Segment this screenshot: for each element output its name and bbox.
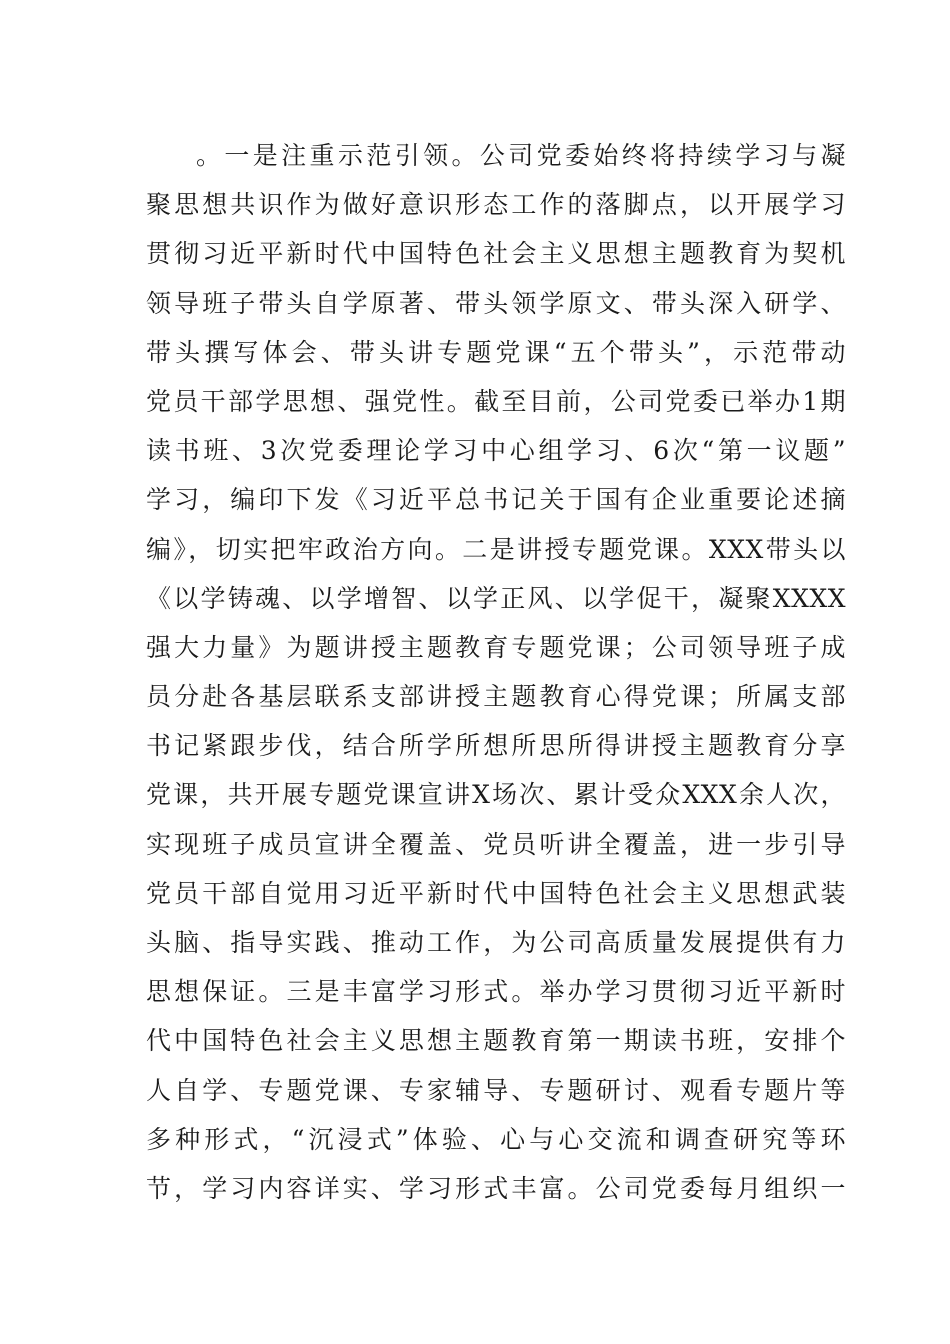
paragraph-line: 领导班子带头自学原著、带头领学原文、带头深入研学、 [146, 288, 846, 318]
paragraph-line: 带头撰写体会、带头讲专题党课“五个带头”，示范带动 [146, 337, 846, 367]
paragraph-line: 头脑、指导实践、推动工作，为公司高质量发展提供有力 [146, 928, 846, 957]
paragraph-line: 学习，编印下发《习近平总书记关于国有企业重要论述摘 [146, 485, 846, 515]
paragraph-line: 实现班子成员宣讲全覆盖、党员听讲全覆盖，进一步引导 [146, 829, 846, 859]
paragraph-line: 人自学、专题党课、专家辅导、专题研讨、观看专题片等 [146, 1075, 846, 1105]
paragraph-line: 党员干部学思想、强党性。截至目前，公司党委已举办1期 [146, 386, 846, 416]
paragraph-line: 编》，切实把牢政治方向。二是讲授专题党课。XXX带头以 [146, 534, 846, 564]
paragraph-line: 贯彻习近平新时代中国特色社会主义思想主题教育为契机 [146, 239, 846, 269]
paragraph-line: 强大力量》为题讲授主题教育专题党课；公司领导班子成 [146, 632, 846, 662]
paragraph-line: 聚思想共识作为做好意识形态工作的落脚点，以开展学习 [146, 190, 846, 220]
paragraph-line: 思想保证。三是丰富学习形式。举办学习贯彻习近平新时 [146, 977, 846, 1007]
paragraph-line: 代中国特色社会主义思想主题教育第一期读书班，安排个 [146, 1026, 846, 1056]
paragraph-line: 员分赴各基层联系支部讲授主题教育心得党课；所属支部 [146, 682, 846, 712]
paragraph-line: 。一是注重示范引领。公司党委始终将持续学习与凝 [196, 141, 846, 170]
paragraph-line: 书记紧跟步伐，结合所学所想所思所得讲授主题教育分享 [146, 731, 846, 761]
paragraph-line: 节，学习内容详实、学习形式丰富。公司党委每月组织一 [146, 1173, 846, 1203]
body-paragraph [146, 131, 846, 1213]
paragraph-line: 读书班、3次党委理论学习中心组学习、6次“第一议题” [146, 436, 846, 466]
paragraph-line: 党员干部自觉用习近平新时代中国特色社会主义思想武装 [146, 878, 846, 908]
paragraph-line: 党课，共开展专题党课宣讲X场次、累计受众XXX余人次， [146, 780, 846, 810]
paragraph-line: 《以学铸魂、以学增智、以学正风、以学促干，凝聚XXXX [146, 583, 846, 613]
paragraph-line: 多种形式，“沉浸式”体验、心与心交流和调查研究等环 [146, 1124, 846, 1154]
